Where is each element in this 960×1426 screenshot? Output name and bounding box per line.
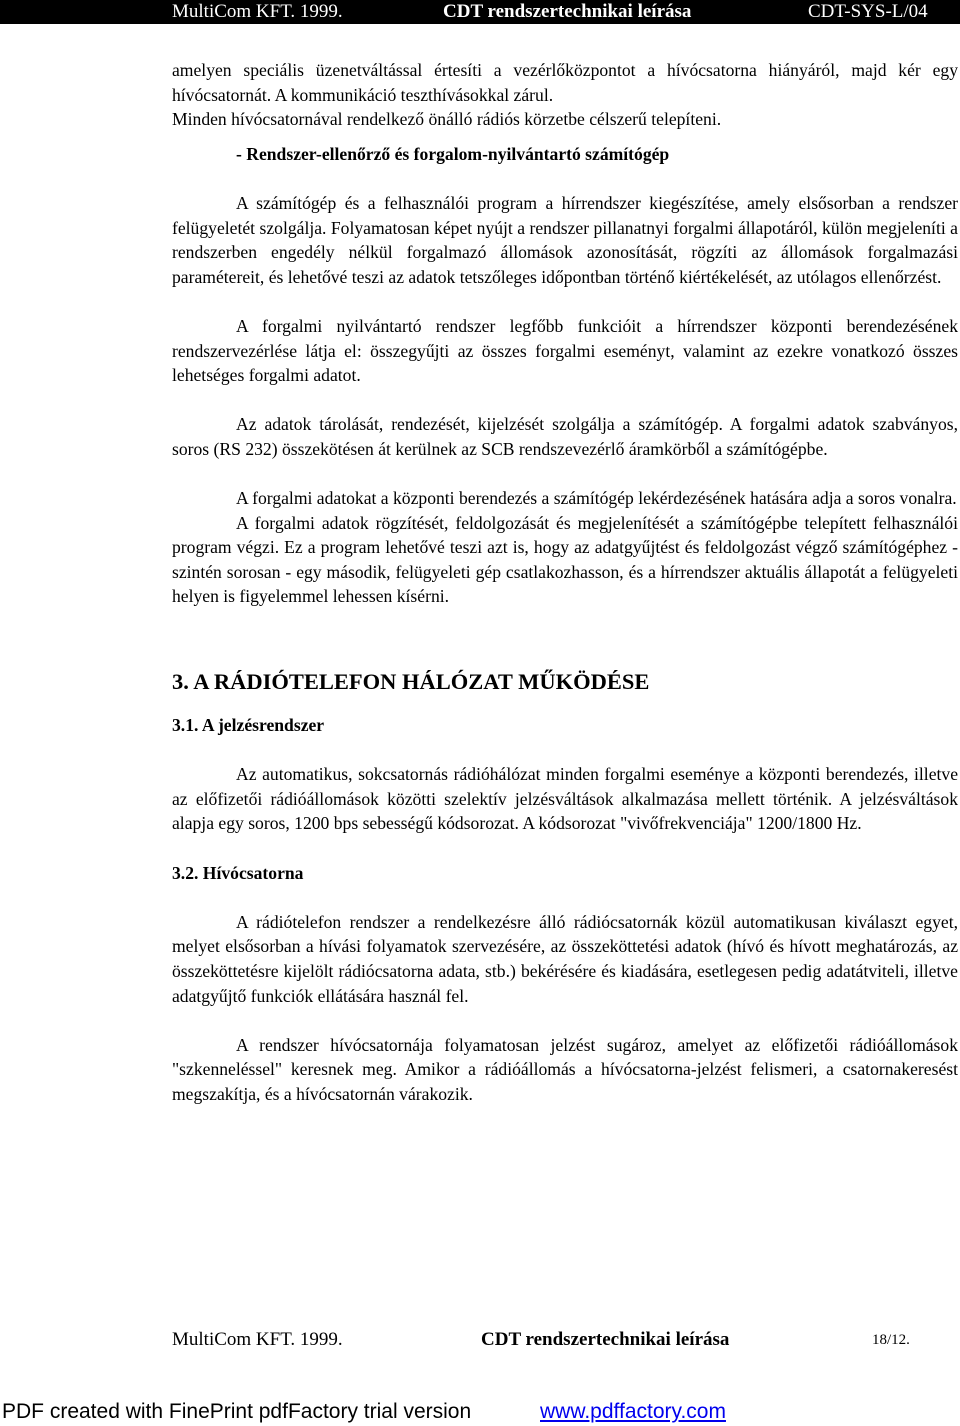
paragraph: A rádiótelefon rendszer a rendelkezésre álló rádiócsatornák közül automatikusan kiválaszt egyet, melyet elsősorban a hívási folyamatok szervezésére, az összeköttetési adatok (hívó és hívott meghatározás, az összeköttetésre kijelölt rádiócsatorna adata, stb.) bekérésére és kiadására, esetlegesen pedig adatátviteli, illetve adatgyűjtő funkciók ellátására használ fel. [172,911,958,1006]
paragraph: Az automatikus, sokcsatornás rádióhálózat minden forgalmi eseménye a központi berendezés, illetve az előfizetői rádióállomások közötti szelektív jelzésváltások alkalmazása mellett történik. A jelzésváltások alapja egy soros, 1200 bps sebességű kódsorozat. A kódsorozat "vivőfrekvenciája" 1200/1800 Hz. [172,764,958,834]
pdf-banner [0,1398,960,1426]
paragraph: A számítógép és a felhasználói program a hírrendszer kiegészítése, amely elsősorban a rendszer felügyeletét szolgálja. Folyamatosan képet nyújt a rendszer pillanatnyi forgalmi állapotáról, külön megjeleníti a rendszerben engedély nélkül forgalmazó állomások azonosítását, rögzíti az állomások forgalmazási paramétereit, és lehetővé teszi az adatok tetszőleges időpontban történő kiértékelését, az utólagos ellenőrzést. [172,192,958,287]
chapter-heading: 3. A RÁDIÓTELEFON HÁLÓZAT MŰKÖDÉSE [172,669,650,695]
header-title: CDT rendszertechnikai leírása [443,1,692,22]
section-heading: 3.1. A jelzésrendszer [172,715,325,736]
paragraph: A forgalmi adatokat a központi berendezés a számítógép lekérdezésének hatására adja a soros vonalra. [236,488,957,509]
paragraph: amelyen speciális üzenetváltással értesíti a vezérlőközpontot a hívócsatorna hiányáról, majd kér egy hívócsatornát. A kommunikáció teszthívásokkal zárul. [172,60,958,105]
header-company: MultiCom KFT. 1999. [172,1,343,22]
pdffactory-link[interactable]: www.pdffactory.com [540,1400,726,1423]
page-number: 18/12. [872,1332,910,1348]
page-header [0,0,960,24]
page-footer [172,1327,958,1353]
paragraph: A forgalmi nyilvántartó rendszer legfőbb funkcióit a hírrendszer központi berendezésének rendszervezérlése látja el: összegyűjti az összes forgalmi eseményt, valamint az ezekre vonatkozó összes lehetséges forgalmi adatot. [172,315,958,386]
section-subtitle: - Rendszer-ellenőrző és forgalom-nyilvántartó számítógép [236,143,670,164]
paragraph: Minden hívócsatornával rendelkező önálló rádiós körzetbe célszerű telepíteni. [172,109,722,130]
footer-title: CDT rendszertechnikai leírása [481,1329,730,1350]
document-body [172,58,958,1107]
paragraph: Az adatok tárolását, rendezését, kijelzését szolgálja a számítógép. A forgalmi adatok szabványos, soros (RS 232) összekötésen át kerülnek az SCB rendszevezérlő áramkörből a számítógépbe. [172,414,958,459]
section-heading: 3.2. Hívócsatorna [172,862,304,883]
paragraph: A rendszer hívócsatornája folyamatosan jelzést sugároz, amelyet az előfizetői rádióállomások "szkenneléssel" keresnek meg. Amikor a rádióállomás a hívócsatorna-jelzést felismeri, a csatornakeresést megszakítja, és a hívócsatornán várakozik. [172,1034,958,1104]
header-doc-id: CDT-SYS-L/04 [808,1,928,22]
pdf-banner-text: PDF created with FinePrint pdfFactory trial version [2,1400,472,1423]
paragraph: A forgalmi adatok rögzítését, feldolgozását és megjelenítését a számítógépbe telepített felhasználói program végzi. Ez a program lehetővé teszi azt is, hogy az adatgyűjtést és feldolgozást végző számítógéphez - szintén sorosan - egy második, felügyeleti gép csatlakozhasson, és a hírrendszer aktuális állapotát a felügyeleti helyen is figyelemmel lehessen kísérni. [172,512,958,607]
footer-company: MultiCom KFT. 1999. [172,1329,343,1350]
